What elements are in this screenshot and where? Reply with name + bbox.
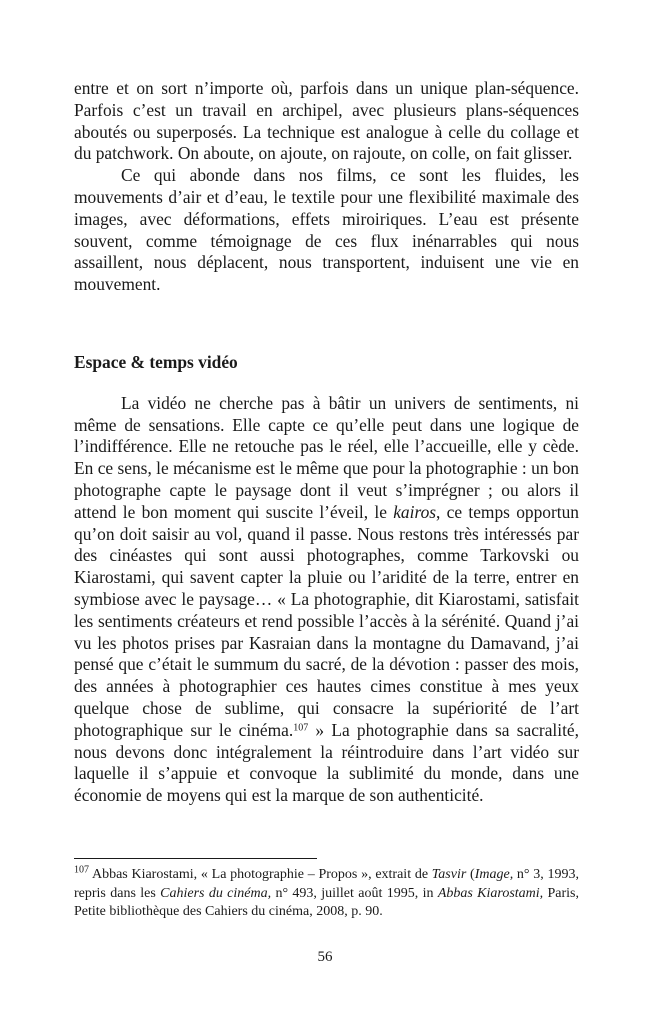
footnote bbox=[74, 866, 579, 922]
footnote-title-tasvir: Tasvir bbox=[431, 867, 467, 882]
footnote-text-5: Paris, Petite bibliothèque des Cahiers du cinéma, 2008, p. 90. bbox=[74, 885, 580, 920]
kairos-term: kairos bbox=[393, 501, 437, 522]
footnote-text-1: Abbas Kiarostami, « La photographie – Propos », extrait de bbox=[89, 867, 432, 882]
footnote-text-4: n° 493, juillet août 1995, in bbox=[271, 885, 438, 901]
page-number: 56 bbox=[317, 949, 333, 965]
footnote-title-image: Image, bbox=[474, 867, 514, 882]
paragraph-video-part1: La vidéo ne cherche pas à bâtir un univers de sentiments, ni même de sensations. Elle capte ce qu’elle peut dans une logique de l’indifférence. Elle ne retouche pas le réel, elle l’accueille, elle y cède. En ce sens, le mécanisme est le même que pour la photographie : un bon photographe capte le paysage dont il veut s’imprégner ; ou alors il attend le bon moment qui suscite l’éveil, le bbox=[74, 392, 579, 522]
footnote-title-cahiers: Cahiers du cinéma, bbox=[160, 885, 272, 901]
paragraph-fluides: Ce qui abonde dans nos films, ce sont les fluides, les mouvements d’air et d’eau, le textile pour une flexibilité maximale des images, avec déformations, effets miroiriques. L’eau est présente souvent, comme témoignage de ces flux inénarrables qui nous assaillent, nous déplacent, nous transportent, induisent une vie en mouvement. bbox=[74, 165, 579, 295]
footnote-text-3: n° 3, 1993, repris dans les bbox=[74, 867, 579, 901]
paragraph-video-part3: » La photographie dans sa sacralité, nous devons donc intégralement la réintroduire dans l’art vidéo sur laquelle il s’appuie et convoque la sublimité du monde, dans une économie de moyens qui est la marque de son authenticité. bbox=[74, 719, 579, 806]
footnote-separator bbox=[74, 858, 317, 859]
paragraph-video bbox=[74, 393, 579, 807]
paragraph-collage: entre et on sort n’importe où, parfois dans un unique plan-séquence. Parfois c’est un travail en archipel, avec plusieurs plans-séquences aboutés ou superposés. La technique est analogue à celle du collage et du patchwork. On aboute, on ajoute, on rajoute, on colle, on fait glisser. bbox=[74, 78, 579, 164]
paragraph-video-part2: , ce temps opportun qu’on doit saisir au vol, quand il passe. Nous restons très intéressés par des cinéastes qui sont aussi photographes, comme Tarkovski ou Kiarostami, qui savent capter la pluie ou l’aridité de la terre, entrer en symbiose avec le paysage… « La photographie, dit Kiarostami, satisfait les sentiments créateurs et rend possible l’accès à la sérénité. Quand j’ai vu les photos prises par Kasraian dans la montagne du Damavand, j’ai pensé que c’était le summum du sacré, de la dévotion : passer des mois, des années à photographier ces hautes cimes constitue à mes yeux quelque chose de sublime, qui consacre la supériorité de l’art photographique sur le cinéma. bbox=[74, 501, 579, 740]
footnote-reference[interactable]: 107 bbox=[293, 722, 309, 734]
footnote-text-2: ( bbox=[466, 867, 475, 882]
footnote-number: 107 bbox=[74, 864, 89, 876]
page-body bbox=[74, 78, 579, 807]
section-heading: Espace & temps vidéo bbox=[74, 351, 238, 372]
footnote-title-kiarostami: Abbas Kiarostami, bbox=[437, 885, 544, 901]
